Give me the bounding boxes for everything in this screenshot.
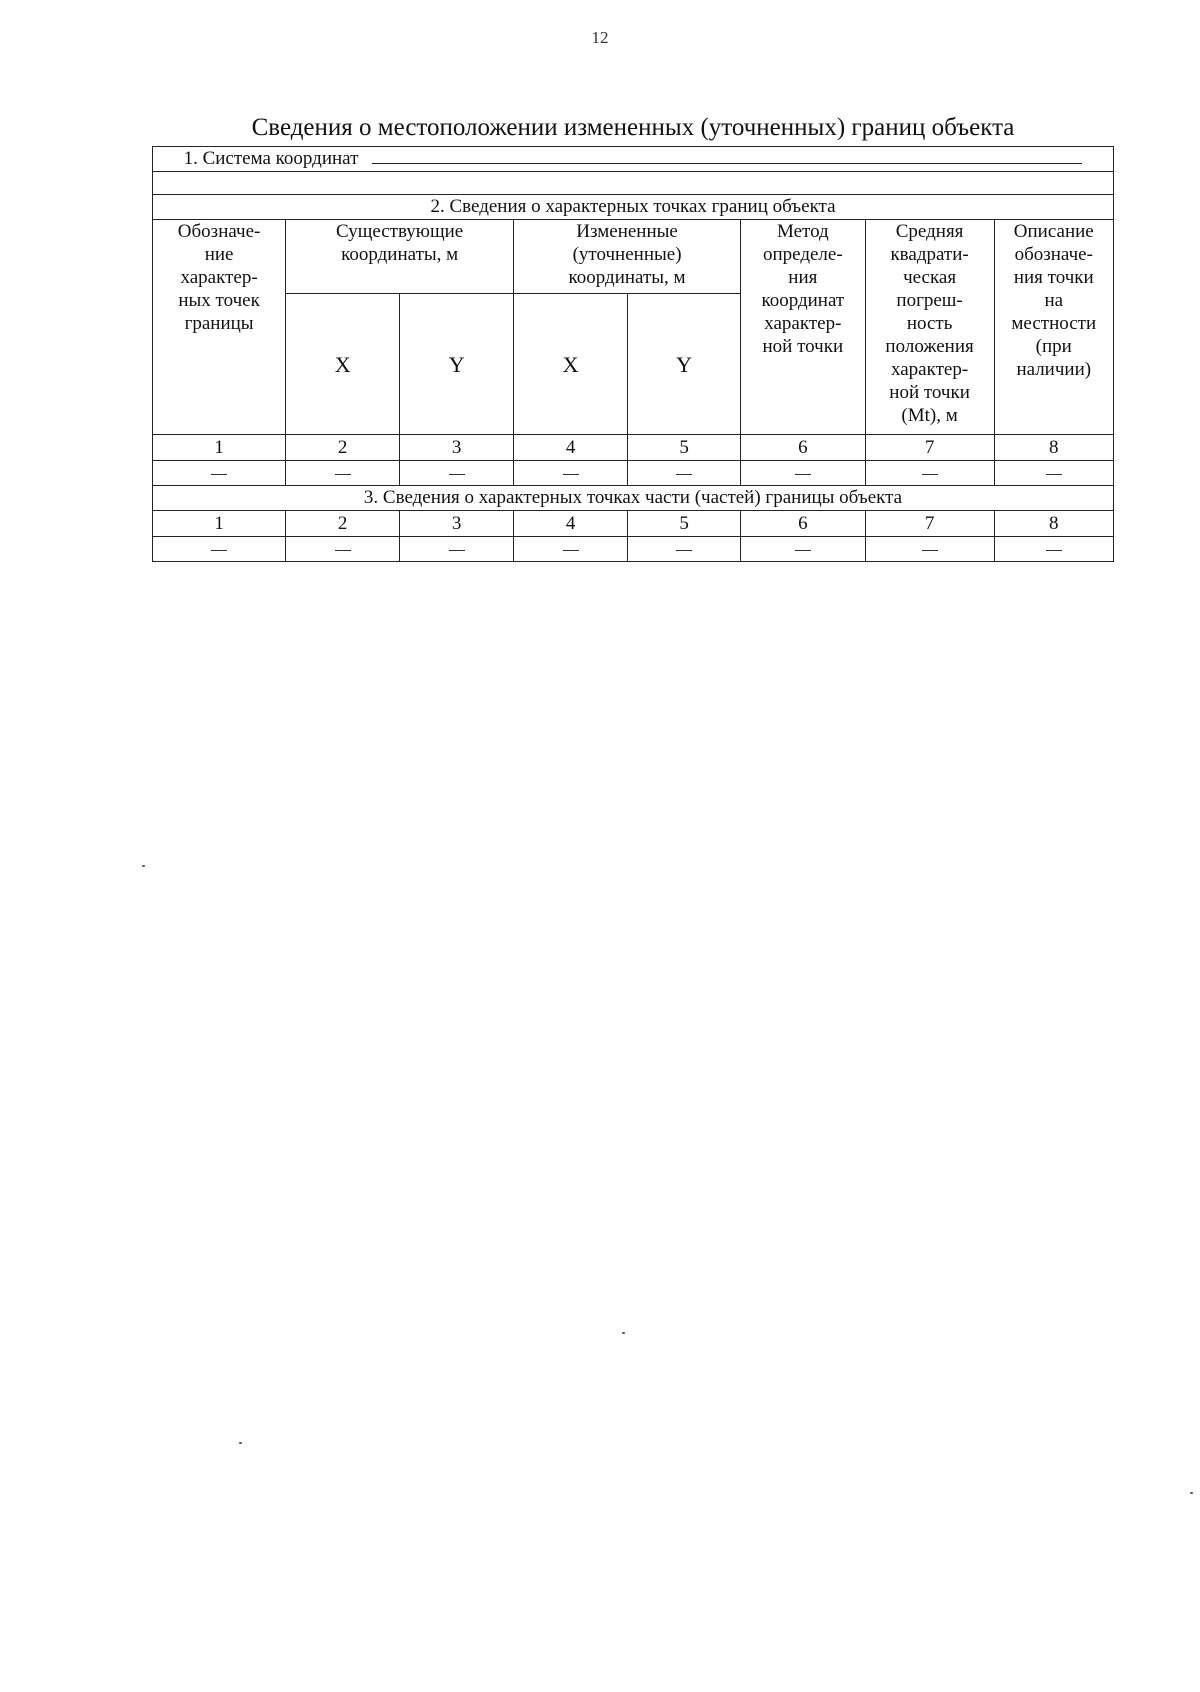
empty-cell-dash: [1046, 550, 1062, 551]
empty-cell-dash: [676, 550, 692, 551]
section3-title: 3. Сведения о характерных точках части (частей) границы объекта: [153, 486, 1114, 511]
empty-cell-dash: [449, 474, 465, 475]
section2-title: 2. Сведения о характерных точках границ объекта: [153, 195, 1114, 220]
boundary-table: [152, 146, 1114, 562]
empty-cell-dash: [563, 474, 579, 475]
column-number: 7: [865, 435, 994, 461]
section2-empty-data-row: [153, 461, 1114, 486]
scan-speck: [1190, 1492, 1193, 1494]
scan-speck: [239, 1442, 242, 1444]
section3-empty-data-row: [153, 537, 1114, 562]
column-number: 8: [994, 511, 1113, 537]
header-mean-square-error: Средняя квадрати- ческая погреш- ность положения характер- ной точки (Mt), м: [865, 220, 994, 435]
header-existing-x: X: [286, 294, 400, 435]
empty-cell-dash: [335, 474, 351, 475]
column-number: 4: [514, 435, 628, 461]
header-point-designation: Обозначе- ние характер- ных точек границы: [153, 220, 286, 435]
section2-column-numbers-row: [153, 435, 1114, 461]
column-number: 5: [628, 511, 741, 537]
empty-cell-dash: [1046, 474, 1062, 475]
page-number: 12: [591, 28, 609, 47]
column-number: 2: [286, 435, 400, 461]
scan-speck: [622, 1332, 625, 1334]
column-number: 8: [994, 435, 1113, 461]
column-number: 3: [400, 435, 514, 461]
coordinate-system-blank-line: [372, 147, 1082, 164]
coordinate-system-label: 1. Система координат: [183, 148, 359, 169]
column-number: 5: [628, 435, 741, 461]
scan-speck: [142, 865, 145, 867]
header-existing-coordinates: Существующие координаты, м: [286, 220, 514, 294]
empty-cell-dash: [676, 474, 692, 475]
header-point-description: Описание обозначе- ния точки на местности (при наличии): [994, 220, 1113, 435]
header-changed-coordinates: Измененные (уточненные) координаты, м: [514, 220, 741, 294]
column-number: 7: [865, 511, 994, 537]
empty-cell-dash: [563, 550, 579, 551]
column-number: 1: [153, 435, 286, 461]
section2-header-row: [153, 220, 1114, 294]
empty-cell-dash: [211, 550, 227, 551]
section2-title-row: [153, 195, 1114, 220]
empty-cell-dash: [795, 550, 811, 551]
column-number: 2: [286, 511, 400, 537]
column-number: 3: [400, 511, 514, 537]
section3-column-numbers-row: [153, 511, 1114, 537]
section3-title-row: [153, 486, 1114, 511]
column-number: 1: [153, 511, 286, 537]
empty-cell-dash: [795, 474, 811, 475]
header-determination-method: Метод определе- ния координат характер- ной точки: [741, 220, 866, 435]
coordinate-system-row: [153, 147, 1114, 172]
document-title: Сведения о местоположении измененных (уточненных) границ объекта: [251, 114, 1015, 141]
coordinate-system-spacer-row: [153, 172, 1114, 195]
empty-cell-dash: [922, 550, 938, 551]
empty-cell-dash: [335, 550, 351, 551]
header-existing-y: Y: [400, 294, 514, 435]
column-number: 6: [741, 511, 866, 537]
empty-cell-dash: [211, 474, 227, 475]
empty-cell-dash: [922, 474, 938, 475]
empty-cell-dash: [449, 550, 465, 551]
header-changed-y: Y: [628, 294, 741, 435]
column-number: 4: [514, 511, 628, 537]
header-changed-x: X: [514, 294, 628, 435]
column-number: 6: [741, 435, 866, 461]
